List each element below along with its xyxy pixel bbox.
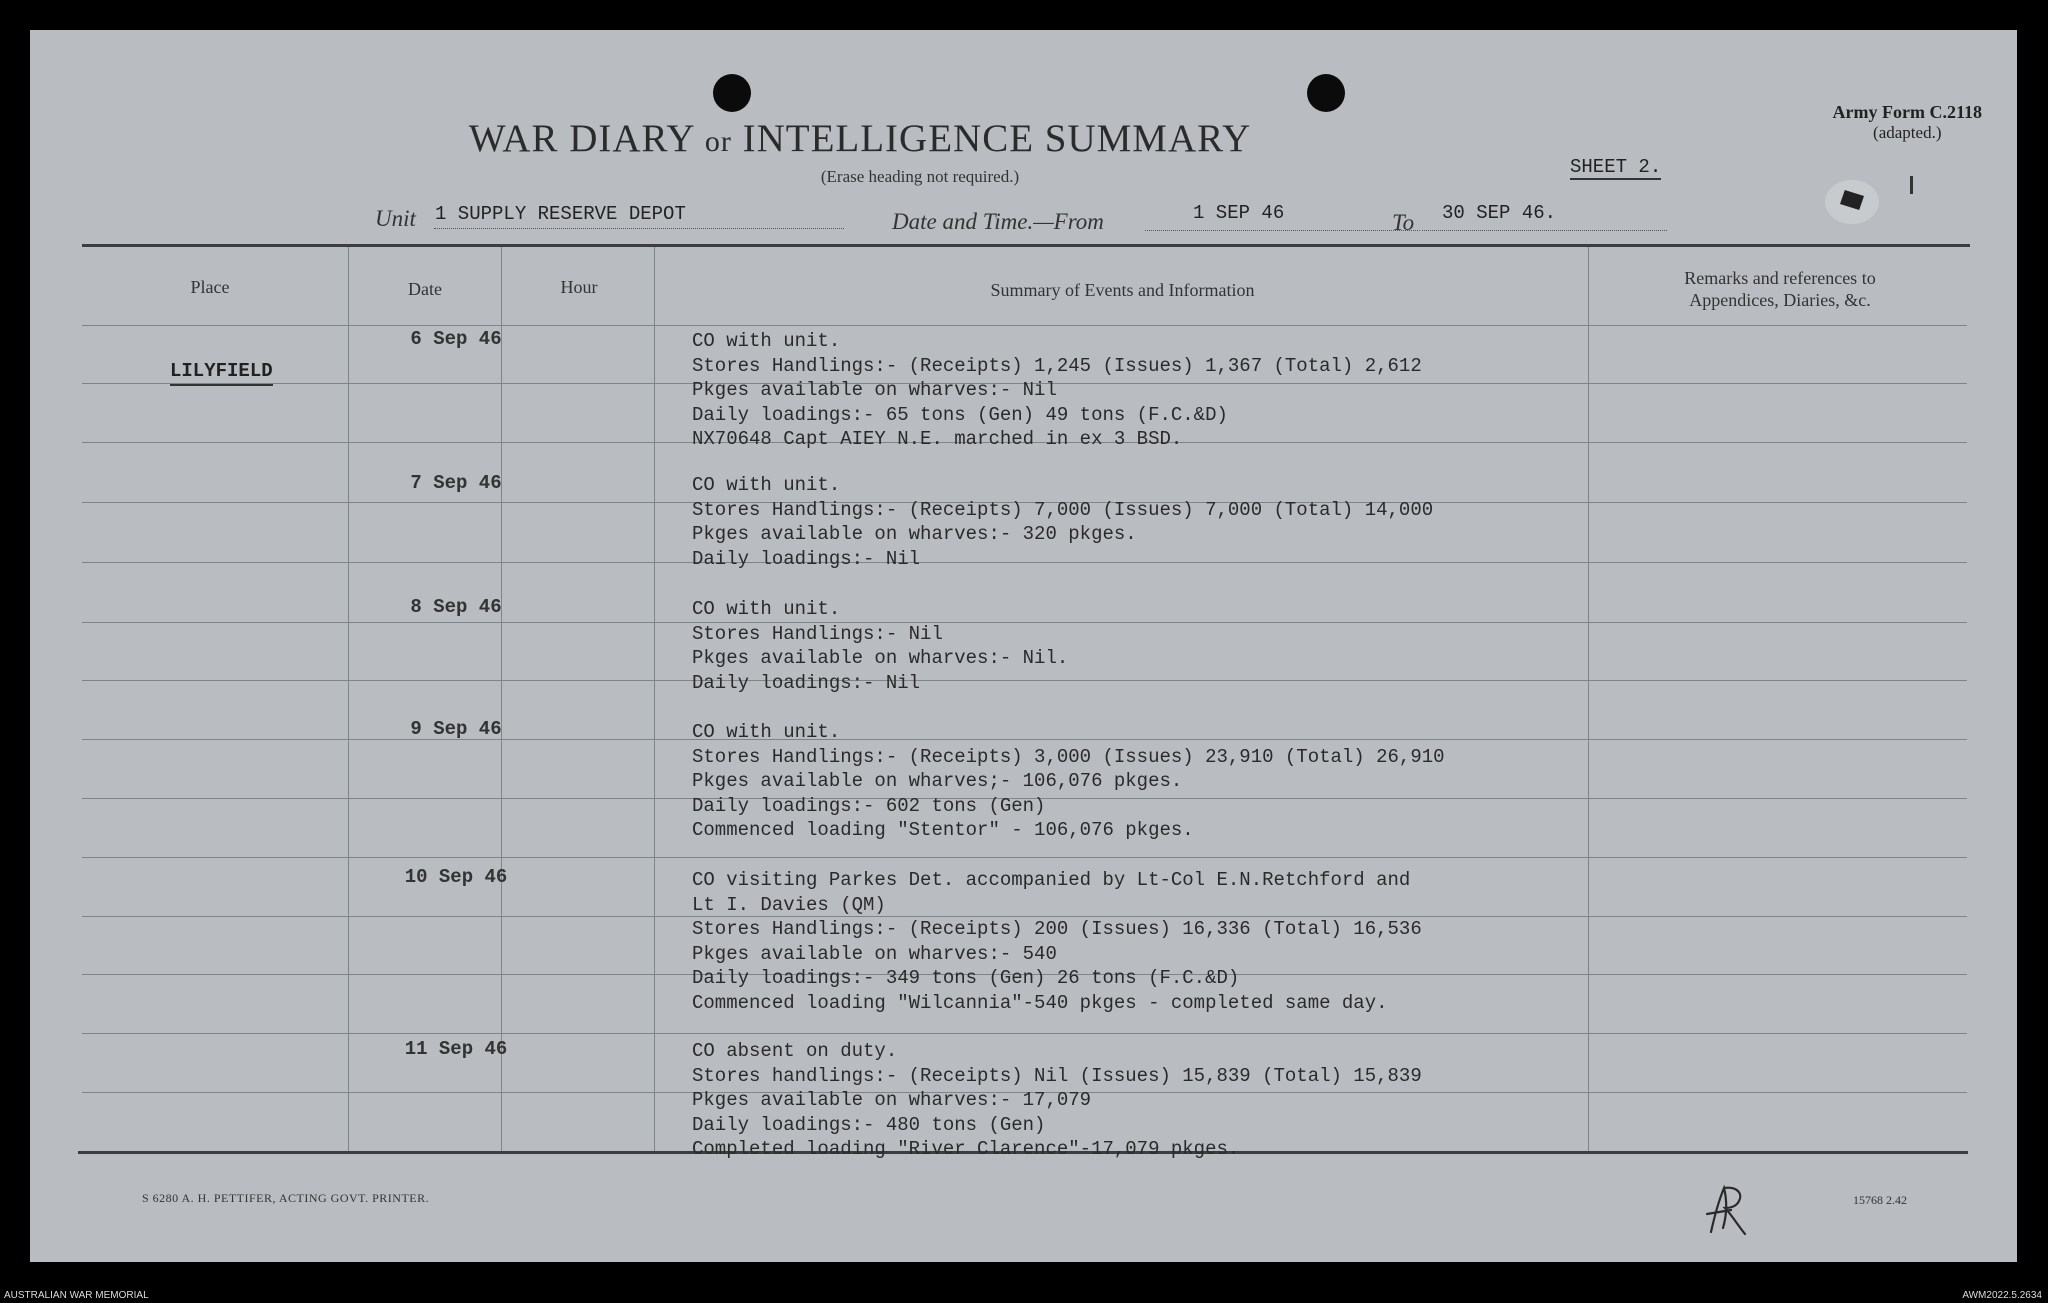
date-label: Date and Time.—From <box>892 209 1104 234</box>
entry-line: Daily loadings:- 480 tons (Gen) <box>692 1113 1046 1136</box>
entry-line: CO with unit. <box>692 330 841 352</box>
diary-entry <box>692 1039 1592 1162</box>
entry-date: 11 Sep 46 <box>404 1038 508 1060</box>
row-rule <box>82 325 1967 326</box>
entry-line: Daily loadings:- Nil <box>692 547 921 570</box>
form-adapted: (adapted.) <box>1873 123 1942 142</box>
war-diary-sheet <box>30 30 2017 1262</box>
entry-line: CO with unit. <box>692 721 841 743</box>
diary-entry <box>692 720 1592 843</box>
col-date: Date <box>408 279 442 299</box>
to-dotted-line <box>1422 230 1667 231</box>
col-place: Place <box>190 277 230 297</box>
form-print-code: 15768 2.42 <box>1853 1193 1907 1207</box>
to-value: 30 SEP 46. <box>1442 202 1557 224</box>
pencil-mark <box>1910 176 1913 194</box>
entry-line: Stores Handlings:- Nil <box>692 622 943 645</box>
title-war-diary: WAR DIARY <box>468 117 695 160</box>
col-remarks-line1: Remarks and references to <box>1684 268 1876 288</box>
entry-line: Daily loadings:- 65 tons (Gen) 49 tons (F.C.&D) <box>692 403 1228 426</box>
entry-line: CO with unit. <box>692 474 841 496</box>
entry-line: Pkges available on wharves:- Nil <box>692 379 1057 401</box>
diary-entry <box>692 868 1592 1015</box>
punch-hole <box>1307 74 1345 112</box>
row-rule <box>82 857 1967 858</box>
diary-entry <box>692 329 1592 452</box>
entry-line: CO absent on duty. <box>692 1040 898 1062</box>
from-dotted-line <box>1145 230 1420 231</box>
entry-date: 7 Sep 46 <box>410 472 502 494</box>
entry-date: 6 Sep 46 <box>410 328 502 350</box>
entry-line: Daily loadings:- Nil <box>692 671 921 694</box>
archive-caption: AUSTRALIAN WAR MEMORIAL <box>4 1290 149 1301</box>
entry-line: Pkges available on wharves:- 17,079 <box>692 1089 1092 1111</box>
unit-label: Unit <box>375 206 416 231</box>
entry-line: Daily loadings:- 349 tons (Gen) 26 tons (F.C.&D) <box>692 967 1240 989</box>
entry-line: Commenced loading "Wilcannia"-540 pkges - completed same day. <box>692 991 1388 1014</box>
document-title <box>430 116 1290 161</box>
printer-imprint: S 6280 A. H. PETTIFER, ACTING GOVT. PRINTER. <box>142 1191 430 1205</box>
entry-line: NX70648 Capt AIEY N.E. marched in ex 3 BSD. <box>692 428 1183 450</box>
unit-value: 1 SUPPLY RESERVE DEPOT <box>435 203 686 225</box>
entry-line: Stores Handlings:- (Receipts) 200 (Issues) 16,336 (Total) 16,536 <box>692 918 1422 940</box>
entry-line: Pkges available on wharves:- 320 pkges. <box>692 523 1137 545</box>
title-or: or <box>704 125 732 158</box>
col-hour: Hour <box>560 277 598 297</box>
entry-line: Stores Handlings:- (Receipts) 1,245 (Issues) 1,367 (Total) 2,612 <box>692 354 1422 377</box>
entry-date: 8 Sep 46 <box>410 596 502 618</box>
col-summary: Summary of Events and Information <box>990 280 1255 300</box>
title-intelligence-summary: INTELLIGENCE SUMMARY <box>742 117 1252 160</box>
row-rule <box>82 1033 1967 1034</box>
entry-line: Daily loadings:- 602 tons (Gen) <box>692 794 1046 817</box>
sheet-number: SHEET 2. <box>1570 156 1662 178</box>
header-rule <box>82 244 1970 247</box>
col-remarks-line2: Appendices, Diaries, &c. <box>1689 290 1871 310</box>
entry-line: Completed loading "River Clarence"-17,079 pkges. <box>692 1138 1240 1160</box>
army-form-number <box>1833 102 1982 143</box>
entry-line: Pkges available on wharves;- 106,076 pkges. <box>692 770 1183 792</box>
subtitle: (Erase heading not required.) <box>820 167 1020 186</box>
entry-line: CO visiting Parkes Det. accompanied by Lt-Col E.N.Retchford and <box>692 869 1411 891</box>
from-value: 1 SEP 46 <box>1193 202 1285 224</box>
diary-entry <box>692 473 1592 571</box>
entry-line: Stores Handlings:- (Receipts) 3,000 (Issues) 23,910 (Total) 26,910 <box>692 745 1445 768</box>
col-remarks <box>1590 267 1970 311</box>
to-label: To <box>1392 210 1415 235</box>
entry-line: Pkges available on wharves:- 540 <box>692 942 1057 965</box>
entry-date: 9 Sep 46 <box>410 718 502 740</box>
entry-date: 10 Sep 46 <box>404 866 508 888</box>
entry-line: Lt I. Davies (QM) <box>692 893 886 916</box>
entry-line: Commenced loading "Stentor" - 106,076 pkges. <box>692 819 1194 841</box>
entry-line: Stores handlings:- (Receipts) Nil (Issues) 15,839 (Total) 15,839 <box>692 1064 1422 1087</box>
diary-entry <box>692 597 1592 695</box>
entry-line: CO with unit. <box>692 598 841 620</box>
handwritten-initials <box>1697 1180 1757 1240</box>
form-number: Army Form C.2118 <box>1832 102 1982 122</box>
entry-line: Stores Handlings:- (Receipts) 7,000 (Issues) 7,000 (Total) 14,000 <box>692 498 1434 521</box>
place-lilyfield: LILYFIELD <box>170 360 273 386</box>
entry-line: Pkges available on wharves:- Nil. <box>692 647 1069 669</box>
unit-dotted-line <box>434 228 844 229</box>
archive-reference: AWM2022.5.2634 <box>1962 1290 2042 1301</box>
punch-hole <box>713 74 751 112</box>
